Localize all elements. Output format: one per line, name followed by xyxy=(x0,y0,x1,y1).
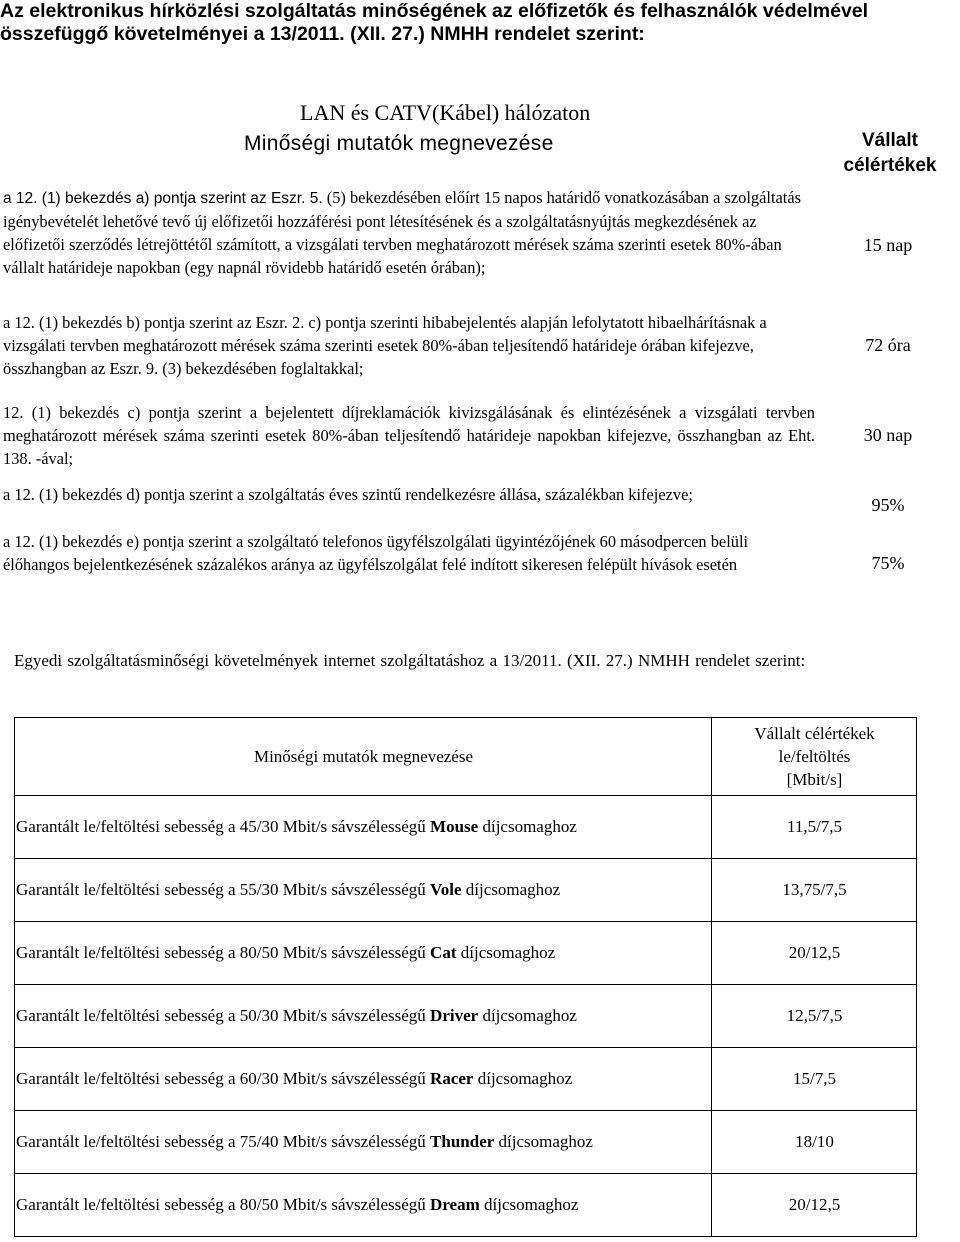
package-name: Driver xyxy=(430,1006,479,1025)
speed-description: Garantált le/feltöltési sebesség a 80/50 Mbit/s sávszélességű Dream díjcsomaghoz xyxy=(15,1174,712,1237)
header-line: [Mbit/s] xyxy=(786,770,843,789)
requirement-item: a 12. (1) bekezdés e) pontja szerint a szolgáltató telefonos ügyfélszolgálati ügyintézőjének 60 másodpercen belüli élőhangos bejelentkezésének százalékos aránya az ügyfélszolgálat felé indított sikeresen felépült hívások esetén xyxy=(3,532,749,574)
speed-value: 20/12,5 xyxy=(712,922,917,985)
internet-speed-table xyxy=(14,717,917,1237)
speed-value: 18/10 xyxy=(712,1111,917,1174)
requirement-lead: a 12. (1) bekezdés a) pontja szerint az Eszr. 5. xyxy=(3,190,323,207)
table-row xyxy=(15,1111,917,1174)
header-line: le/feltöltés xyxy=(778,747,851,766)
speed-value: 11,5/7,5 xyxy=(712,796,917,859)
table-row xyxy=(15,922,917,985)
document-heading: Az elektronikus hírközlési szolgáltatás minőségének az előfizetők és felhasználók védelmével összefüggő követelményei a 13/2011. (XII. 27.) NMHH rendelet szerint: xyxy=(0,0,869,45)
speed-description: Garantált le/feltöltési sebesség a 55/30 Mbit/s sávszélességű Vole díjcsomaghoz xyxy=(15,859,712,922)
speed-value: 15/7,5 xyxy=(712,1048,917,1111)
table-row xyxy=(15,859,917,922)
header-quality-indicator: Minőségi mutatók megnevezése xyxy=(15,718,712,796)
speed-description: Garantált le/feltöltési sebesség a 75/40 Mbit/s sávszélességű Thunder díjcsomaghoz xyxy=(15,1111,712,1174)
speed-description: Garantált le/feltöltési sebesség a 60/30 Mbit/s sávszélességű Racer díjcsomaghoz xyxy=(15,1048,712,1111)
requirement-value: 15 nap xyxy=(863,235,913,255)
requirement-text: (5) bekezdésében előírt 15 napos határidő vonatkozásában a szolgáltatás igénybevételét lehetővé tevő új előfizetői hozzáférési pont létesítésének és a szolgáltatásnyújtás megkezdésének az előfizetői szerződés létrejöttétől számított, a vizsgálati tervben meghatározott mérések száma szerinti esetek 80%-ában vállalt határideje napokban (egy napnál rövidebb határidő esetén órában); xyxy=(3,188,801,277)
speed-value: 20/12,5 xyxy=(712,1174,917,1237)
requirement-value: 72 óra xyxy=(865,335,911,355)
requirement-value: 30 nap xyxy=(863,425,913,445)
package-name: Cat xyxy=(430,943,457,962)
package-name: Mouse xyxy=(430,817,479,836)
requirement-item: 12. (1) bekezdés c) pontja szerint a bejelentett díjreklamációk kivizsgálásának és elintézésének a vizsgálati tervben meghatározott mérések száma szerinti esetek 80%-ában teljesítendő határideje napokban kifejezve, összhangban az Eht. 138. -ával; xyxy=(3,403,815,468)
target-values-column-header: Vállalt célértékek xyxy=(843,130,937,176)
table-header-row xyxy=(15,718,917,796)
internet-requirements-intro: Egyedi szolgáltatásminőségi követelmények internet szolgáltatáshoz a 13/2011. (XII. 27.) NMHH rendelet szerint: xyxy=(14,651,806,670)
requirement-value: 75% xyxy=(871,553,905,573)
speed-description: Garantált le/feltöltési sebesség a 50/30 Mbit/s sávszélességű Driver díjcsomaghoz xyxy=(15,985,712,1048)
package-name: Racer xyxy=(430,1069,474,1088)
table-row xyxy=(15,1174,917,1237)
speed-value: 12,5/7,5 xyxy=(712,985,917,1048)
package-name: Thunder xyxy=(430,1132,495,1151)
requirement-item: a 12. (1) bekezdés b) pontja szerint az Eszr. 2. c) pontja szerinti hibabejelentés alapján lefolytatott hibaelhárításnak a vizsgálati tervben meghatározott mérések száma szerinti esetek 80%-ában teljesítendő határideje órában kifejezve, összhangban az Eszr. 9. (3) bekezdésében foglaltakkal; xyxy=(3,313,767,378)
speed-description: Garantált le/feltöltési sebesség a 45/30 Mbit/s sávszélességű Mouse díjcsomaghoz xyxy=(15,796,712,859)
speed-description: Garantált le/feltöltési sebesség a 80/50 Mbit/s sávszélességű Cat díjcsomaghoz xyxy=(15,922,712,985)
requirement-item: a 12. (1) bekezdés d) pontja szerint a szolgáltatás éves szintű rendelkezésre állása, százalékban kifejezve; xyxy=(3,485,693,504)
section-subtitle: Minőségi mutatók megnevezése xyxy=(244,132,554,155)
speed-value: 13,75/7,5 xyxy=(712,859,917,922)
package-name: Vole xyxy=(430,880,462,899)
table-row xyxy=(15,1048,917,1111)
requirement-item xyxy=(3,186,815,279)
package-name: Dream xyxy=(430,1195,480,1214)
header-target-values xyxy=(712,718,917,796)
table-row xyxy=(15,796,917,859)
section-title: LAN és CATV(Kábel) hálózaton xyxy=(300,100,591,125)
requirement-value: 95% xyxy=(871,495,905,515)
header-line: Vállalt célértékek xyxy=(754,724,875,743)
table-row xyxy=(15,985,917,1048)
